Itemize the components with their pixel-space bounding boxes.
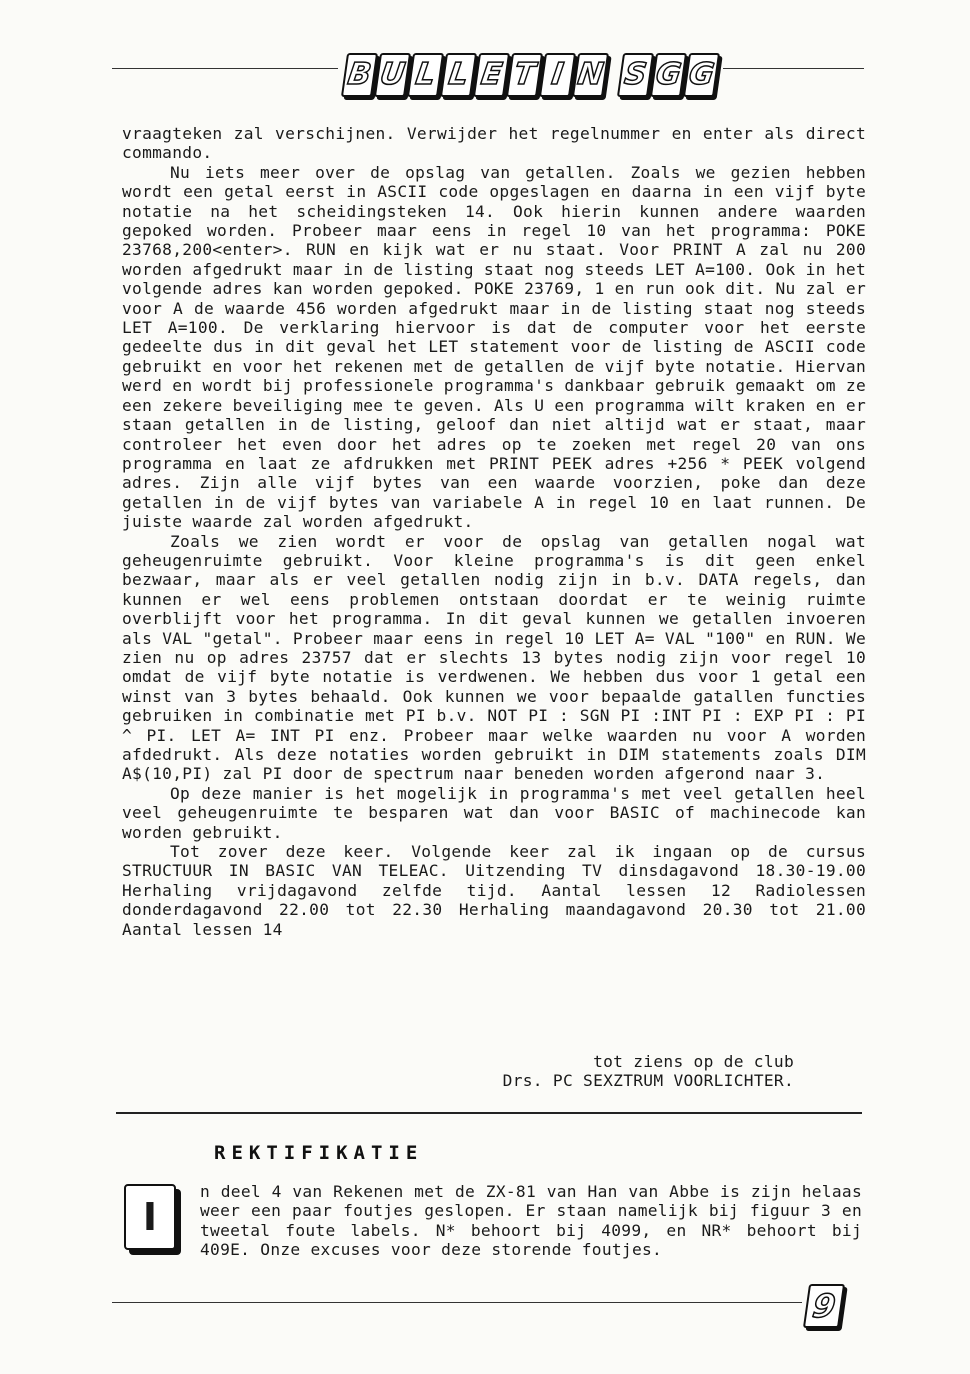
signature-block <box>122 1052 794 1091</box>
logo-letter: L <box>440 53 477 97</box>
article-body <box>122 124 866 939</box>
paragraph: Tot zover deze keer. Volgende keer zal ik ingaan op de cursus STRUCTUUR IN BASIC VAN TELEAC. Uitzending TV dinsdagavond 18.30-19.00 Herhaling vrijdagavond zelfde tijd. Aantal lessen 12 Radiolessen donderdagavond 22.00 tot 22.30 Herhaling maandagavond 20.30 tot 21.00 Aantal lessen 14 <box>122 842 866 939</box>
footer-rule <box>112 1302 802 1303</box>
page-number: 9 <box>803 1284 845 1328</box>
logo-letter: N <box>572 53 609 97</box>
logo-word-bulletin <box>344 53 606 97</box>
rektifikatie-text: n deel 4 van Rekenen met de ZX-81 van Han van Abbe is zijn helaas weer een paar foutjes geslopen. Er staan namelijk bij figuur 3 en tweetal foute labels. N* behoort bij 4099, en NR* behoort bij 409E. Onze excuses voor deze storende foutjes. <box>200 1182 862 1260</box>
logo-word-sgg <box>620 53 717 97</box>
logo-letter: I <box>539 53 576 97</box>
drop-cap-letter: I <box>124 1184 176 1250</box>
section-divider <box>116 1112 862 1114</box>
logo-letter: E <box>473 53 510 97</box>
logo-letter: G <box>683 53 720 97</box>
paragraph: Nu iets meer over de opslag van getallen. Zoals we gezien hebben wordt een getal eerst in ASCII code opgeslagen en daarna in een vijf byte notatie na het scheidingsteken 14. Ook hierin kunnen andere waarden gepoked worden. Probeer maar eens in regel 10 van het programma: POKE 23768,200<enter>. RUN en kijk wat er nu staat. Voor PRINT A zal nu 200 worden afgedrukt maar in de listing staat nog steeds LET A=100. Ook in het volgende adres kan worden gepoked. POKE 23769, 1 en run ook dit. Nu zal er voor A de waarde 456 worden afgedrukt maar in de listing staat nog steeds LET A=100. De verklaring hiervoor is dat de computer voor het eerste gedeelte dus in dit geval het LET statement voor de listing de ASCII code gebruikt en voor het rekenen met de getallen de vijf byte notatie. Hiervan werd en wordt bij professionele programma's dankbaar gebruik gemaakt om ze een zekere beveiliging mee te geven. Als U een programma wilt kraken en er staan getallen in de listing, geloof dan niet altijd wat er staat, maar controleer het even door het adres op te zoeken met regel 20 van ons programma en laat ze afdrukken met PRINT PEEK adres +256 * PEEK volgend adres. Zijn alle vijf bytes van een waarde voorzien, poke dan deze getallen in de vijf bytes van variabele A in regel 10 en laat runnen. De juiste waarde zal worden afgedrukt. <box>122 162 866 532</box>
logo-letter: T <box>506 53 543 97</box>
bulletin-sgg-logo <box>338 52 723 98</box>
logo-letter: G <box>650 53 687 97</box>
logo-letter: U <box>374 53 411 97</box>
logo-letter: L <box>407 53 444 97</box>
paragraph: Zoals we zien wordt er voor de opslag van getallen nogal wat geheugenruimte gebruikt. Voor kleine programma's is dit geen enkel bezwaar, maar als er veel getallen nodig zijn in b.v. DATA regels, dan kunnen er wel eens problemen ontstaan doordat er te weinig ruimte overblijft voor het programma. In dit geval kunnen we getallen invoeren als VAL "getal". Probeer maar eens in regel 10 LET A= VAL "100" en RUN. We zien nu op adres 23757 dat er slechts 13 bytes nodig zijn voor regel 10 omdat de vijf byte notatie is verdwenen. We hebben dus voor 1 getal een winst van 3 bytes behaald. Ook kunnen we voor bepaalde gatallen functies gebruiken in combinatie met PI b.v. NOT PI : SGN PI :INT PI : EXP PI : PI ^ PI. LET A= INT PI enz. Probeer maar welke waarden nu voor A worden afdedrukt. Als deze notaties worden gebruikt in DIM statements zoals DIM A$(10,PI) zal PI door de spectrum naar beneden worden afgerond naar 3. <box>122 531 866 784</box>
logo-letter: S <box>617 53 654 97</box>
closing-line: tot ziens op de club <box>593 1052 794 1071</box>
rektifikatie-body <box>122 1182 862 1264</box>
logo-letter: B <box>341 53 378 97</box>
paragraph: vraagteken zal verschijnen. Verwijder het regelnummer en enter als direct commando. <box>122 124 866 163</box>
paragraph: Op deze manier is het mogelijk in programma's met veel getallen heel veel geheugenruimte te besparen wat dan voor BASIC of machinecode kan worden gebruikt. <box>122 783 866 842</box>
author-signature: Drs. PC SEXZTRUM VOORLICHTER. <box>502 1071 794 1091</box>
rektifikatie-heading: REKTIFIKATIE <box>214 1142 424 1164</box>
